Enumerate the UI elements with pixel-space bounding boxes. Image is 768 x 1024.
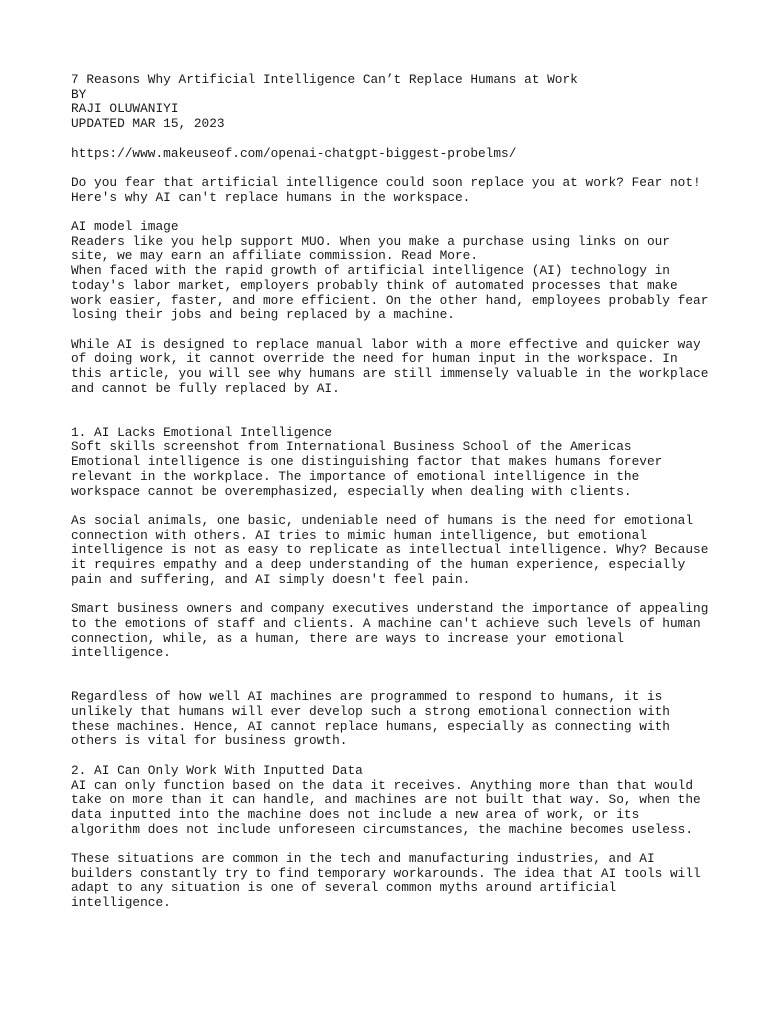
spacer	[71, 205, 728, 220]
text-line: As social animals, one basic, undeniable need of humans is the need for emotional	[71, 512, 694, 528]
article-title: 7 Reasons Why Artificial Intelligence Can’t Replace Humans at Work	[71, 72, 578, 87]
spacer	[71, 661, 728, 676]
text-line: of doing work, it cannot override the need for human input in the workspace. In	[71, 351, 678, 367]
section-2-heading: 2. AI Can Only Work With Inputted Data	[71, 762, 363, 778]
text-line: and cannot be fully replaced by AI.	[71, 380, 340, 396]
text-line: this article, you will see why humans are still immensely valuable in the workplace	[71, 366, 709, 381]
text-line: data inputted into the machine does not include a new area of work, or its	[71, 806, 640, 822]
spacer	[71, 132, 728, 147]
spacer	[71, 588, 728, 603]
text-line: Smart business owners and company executives understand the importance of appealing	[71, 601, 709, 617]
intro-paragraph-1	[71, 176, 728, 205]
text-line: pain and suffering, and AI simply doesn't feel pain.	[71, 571, 471, 587]
text-line: AI can only function based on the data it receives. Anything more than that would	[71, 777, 694, 793]
image-caption: Soft skills screenshot from International Business School of the Americas	[71, 439, 632, 455]
text-line: connection with others. AI tries to mimic human intelligence, but emotional	[71, 527, 647, 543]
text-line: relevant in the workplace. The importance of emotional intelligence in the	[71, 468, 640, 484]
text-line: adapt to any situation is one of several common myths around artificial	[71, 880, 617, 896]
text-line: workspace cannot be overemphasized, especially when dealing with clients.	[71, 483, 632, 499]
source-url: https://www.makeuseof.com/openai-chatgpt-biggest-probelms/	[71, 145, 517, 161]
text-line: Regardless of how well AI machines are programmed to respond to humans, it is	[71, 689, 663, 705]
text-line: While AI is designed to replace manual labor with a more effective and quicker way	[71, 336, 701, 352]
text-line: intelligence.	[71, 645, 171, 661]
text-line: algorithm does not include unforeseen circumstances, the machine becomes useless.	[71, 821, 694, 837]
spacer	[71, 161, 728, 176]
spacer	[71, 411, 728, 426]
text-line: it requires empathy and a deep understanding of the human experience, especially	[71, 557, 686, 573]
section-2-paragraph-1	[71, 779, 728, 838]
byline-label: BY	[71, 86, 87, 102]
text-line: intelligence is not as easy to replicate as intellectual intelligence. Why? Because	[71, 542, 709, 558]
section-1-paragraph-4	[71, 690, 728, 749]
intro-paragraph-3	[71, 338, 728, 397]
updated-date: UPDATED MAR 15, 2023	[71, 116, 225, 132]
spacer	[71, 499, 728, 514]
text-line: take on more than it can handle, and machines are not built that way. So, when the	[71, 792, 701, 808]
text-line: connection, while, as a human, there are ways to increase your emotional	[71, 630, 624, 646]
text-line: Readers like you help support MUO. When you make a purchase using links on our	[71, 233, 670, 249]
section-1-paragraph-2	[71, 514, 728, 588]
section-2-paragraph-2	[71, 852, 728, 911]
affiliate-notice	[71, 235, 728, 264]
text-line: Emotional intelligence is one distinguishing factor that makes humans forever	[71, 454, 663, 470]
text-line: These situations are common in the tech and manufacturing industries, and AI	[71, 851, 655, 867]
image-caption: AI model image	[71, 218, 179, 234]
text-line: losing their jobs and being replaced by a machine.	[71, 307, 455, 323]
intro-paragraph-2	[71, 264, 728, 323]
spacer	[71, 749, 728, 764]
text-line: these machines. Hence, AI cannot replace humans, especially as connecting with	[71, 718, 670, 734]
text-line: work easier, faster, and more efficient. On the other hand, employees probably fear	[71, 292, 709, 308]
spacer	[71, 396, 728, 411]
text-line: others is vital for business growth.	[71, 733, 348, 749]
author-name: RAJI OLUWANIYI	[71, 101, 179, 117]
section-1-paragraph-3	[71, 602, 728, 661]
section-1-heading: 1. AI Lacks Emotional Intelligence	[71, 424, 333, 440]
spacer	[71, 323, 728, 338]
spacer	[71, 837, 728, 852]
text-line: Here's why AI can't replace humans in the workspace.	[71, 189, 471, 205]
spacer	[71, 676, 728, 691]
text-line: intelligence.	[71, 895, 171, 911]
text-line: Do you fear that artificial intelligence could soon replace you at work? Fear not!	[71, 174, 701, 190]
text-line: unlikely that humans will ever develop such a strong emotional connection with	[71, 704, 670, 720]
section-1-paragraph-1	[71, 455, 728, 499]
text-line: to the emotions of staff and clients. A machine can't achieve such levels of human	[71, 615, 701, 631]
text-line: today's labor market, employers probably think of automated processes that make	[71, 277, 678, 293]
text-line: site, we may earn an affiliate commission. Read More.	[71, 248, 479, 264]
text-line: builders constantly try to find temporary workarounds. The idea that AI tools will	[71, 865, 701, 881]
text-line: When faced with the rapid growth of artificial intelligence (AI) technology in	[71, 263, 670, 279]
